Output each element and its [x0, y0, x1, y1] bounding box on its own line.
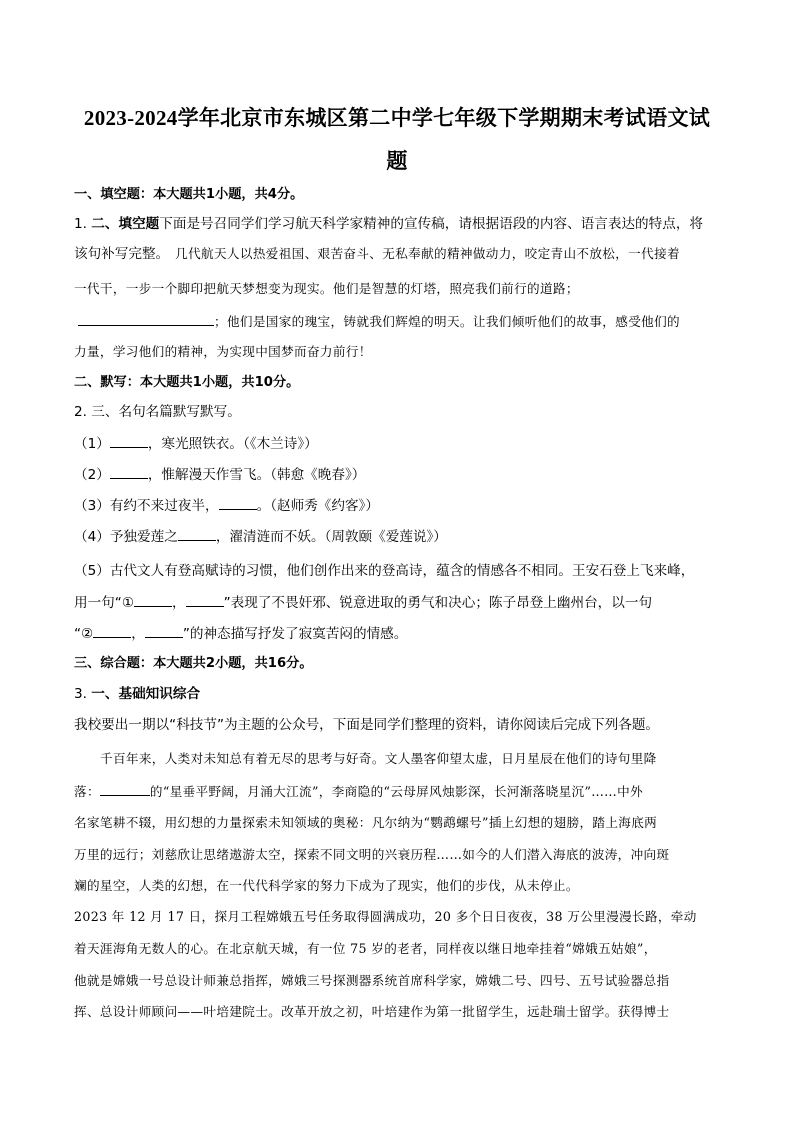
answer-blank[interactable]: [100, 782, 150, 796]
answer-blank[interactable]: [145, 624, 183, 638]
question-2-item-1: [74, 434, 724, 453]
item-suffix: ，濯清涟而不妖。（周敦颐《爱莲说》）: [215, 529, 447, 545]
question-2-intro: 2. 三、名句名篇默写默写。: [74, 404, 241, 420]
item-5-text: ，: [131, 626, 145, 642]
item-suffix: ，寒光照铁衣。（《木兰诗》）: [147, 436, 318, 452]
passage-1-line-2: [74, 782, 724, 801]
item-5-text: “②: [74, 626, 94, 642]
question-1-passage-start: 几代航天人以热爱祖国、艰苦奋斗、无私奉献的精神做动力，咬定青山不放松，一代接着: [175, 246, 680, 261]
question-2-item-2: [74, 465, 724, 484]
passage-2-line-1: 2023 年 12 月 17 日，探月工程嫦娥五号任务取得圆满成功，20 多个日日夜夜，38 万公里漫漫长路，牵动: [74, 909, 697, 924]
question-3-intro: 我校要出一期以“科技节”为主题的公众号，下面是同学们整理的资料，请你阅读后完成下列各题。: [74, 717, 660, 733]
item-suffix: 。（赵师秀《约客》）: [256, 498, 379, 514]
question-1-passage-line-5: 力量，学习他们的精神，为实现中国梦而奋力前行！: [74, 344, 372, 359]
item-prefix: （3）有约不来过夜半，: [74, 498, 219, 514]
answer-blank[interactable]: [186, 593, 224, 607]
passage-1-line-3: 名家笔耕不辍，用幻想的力量探索未知领域的奥秘：凡尔纳为“鹦鹉螺号”插上幻想的翅膀，踏上海底两: [74, 815, 658, 830]
question-2-item-5-line-3: [74, 624, 724, 643]
item-prefix: （4）予独爱莲之: [74, 529, 178, 545]
answer-blank[interactable]: [219, 496, 257, 510]
question-3-number: 3.: [74, 686, 92, 702]
item-5-text: 用一句“①: [74, 595, 135, 611]
answer-blank[interactable]: [110, 465, 148, 479]
passage-2-line-3: 他就是嫦娥一号总设计师兼总指挥，嫦娥三号探测器系统首席科学家，嫦娥二号、四号、五号试验器总指: [74, 973, 670, 988]
item-prefix: （2）: [74, 467, 110, 483]
passage-1-line-5: 斓的星空，人类的幻想，在一代代科学家的努力下成为了现实，他们的步伐，从未停止。: [74, 878, 579, 893]
question-2-item-5-line-1: （5）古代文人有登高赋诗的习惯，他们创作出来的登高诗，蕴含的情感各不相同。王安石登上飞来峰，: [74, 563, 695, 579]
passage-text: 落：: [74, 784, 100, 799]
document-title-line-1: 2023-2024学年北京市东城区第二中学七年级下学期期末考试语文试: [83, 106, 711, 130]
item-suffix: ，惟解漫天作雪飞。（韩愈《晚春》）: [147, 467, 366, 483]
answer-blank[interactable]: [93, 624, 131, 638]
question-3-title: [74, 685, 724, 703]
item-5-text: ”的神态描写抒发了寂寞苦闷的情感。: [182, 626, 408, 642]
question-1-passage-line-3: 一代干，一步一个脚印把航天梦想变为现实。他们是智慧的灯塔，照亮我们前行的道路；: [74, 281, 579, 296]
question-2-item-4: [74, 527, 724, 546]
answer-blank[interactable]: [110, 434, 148, 448]
question-1-number: 1.: [74, 216, 92, 232]
question-1-line-2: [74, 245, 724, 263]
question-3-label: 一、基础知识综合: [91, 686, 201, 702]
item-prefix: （1）: [74, 436, 110, 452]
answer-blank[interactable]: [134, 593, 172, 607]
question-2-item-3: [74, 496, 724, 515]
section-3-heading: 三、综合题：本大题共2小题，共16分。: [74, 656, 313, 671]
section-2-heading: 二、默写：本大题共1小题，共10分。: [74, 375, 300, 390]
passage-text: 的“星垂平野阔，月涌大江流”，李商隐的“云母屏风烛影深，长河渐落晓星沉”……中外: [149, 784, 644, 799]
answer-blank[interactable]: [178, 527, 216, 541]
question-1-prompt: 下面是号召同学们学习航天科学家精神的宣传稿，请根据语段的内容、语言表达的特点，将: [159, 216, 704, 232]
question-1-prompt-end: 该句补写完整。: [74, 246, 170, 262]
passage-2-line-4: 挥、总设计师顾问——叶培建院士。改革开放之初，叶培建作为第一批留学生，远赴瑞士留学。获得博士: [74, 1004, 670, 1019]
question-1-passage-line-4: ；他们是国家的瑰宝，铸就我们辉煌的明天。让我们倾听他们的故事，感受他们的: [214, 314, 680, 329]
question-1-line-4: [74, 312, 724, 331]
item-5-text: ”表现了不畏奸邪、锐意进取的勇气和决心；陈子昂登上幽州台，以一句: [223, 595, 653, 611]
question-1-label: 二、填空题: [91, 216, 160, 232]
passage-1-line-1: 千百年来，人类对未知总有着无尽的思考与好奇。文人墨客仰望太虚，日月星辰在他们的诗句里降: [100, 751, 657, 766]
document-title-line-2: 题: [386, 149, 408, 173]
item-5-text: ，: [172, 595, 186, 611]
passage-1-line-4: 万里的远行；刘慈欣让思绪遨游太空，探索不同文明的兴衰历程……如今的人们潜入海底的波涛，冲向斑: [74, 847, 670, 862]
question-1-line-1: [74, 215, 724, 233]
question-2-item-5-line-2: [74, 593, 724, 612]
section-1-heading: 一、填空题：本大题共1小题，共4分。: [74, 187, 304, 202]
passage-2-line-2: 着天涯海角无数人的心。在北京航天城，有一位 75 岁的老者，同样夜以继日地牵挂着“嫦娥五姑娘”，: [74, 941, 657, 956]
question-1-answer-blank[interactable]: [78, 312, 214, 326]
